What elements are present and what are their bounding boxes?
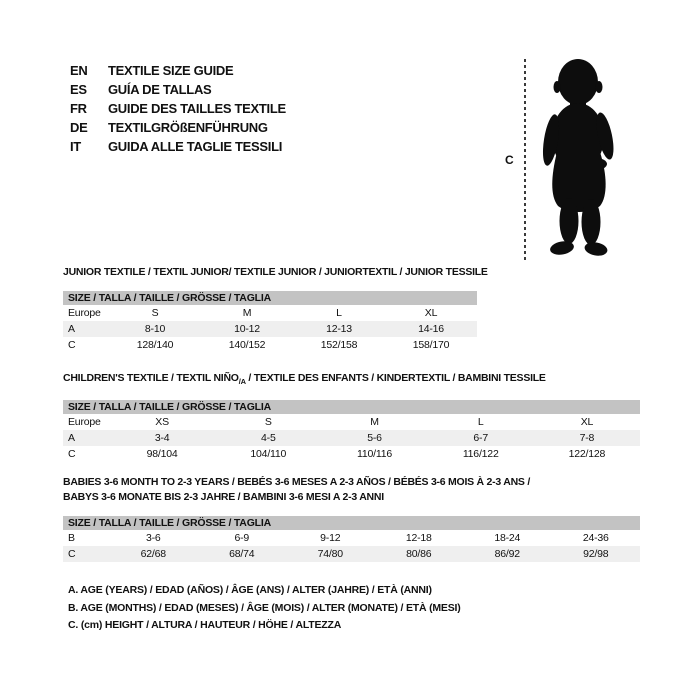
table-cell: 18-24 <box>494 532 521 544</box>
table-cell: 80/86 <box>406 548 432 560</box>
height-measure-label: C <box>505 153 514 167</box>
size-table <box>63 516 640 562</box>
table-cell: L <box>336 307 342 319</box>
size-table-section <box>63 265 488 353</box>
size-bar: SIZE / TALLA / TAILLE / GRÖSSE / TAGLIA <box>63 400 640 414</box>
row-label: C <box>68 339 76 351</box>
table-cell: 8-10 <box>144 323 166 335</box>
table-row <box>63 414 640 430</box>
table-cell: 140/152 <box>228 339 266 351</box>
language-row <box>70 61 286 80</box>
size-bar: SIZE / TALLA / TAILLE / GRÖSSE / TAGLIA <box>63 516 640 530</box>
language-code: DE <box>70 120 88 135</box>
heading-text: CHILDREN'S TEXTILE / TEXTIL NIÑO <box>63 372 239 384</box>
table-row <box>63 321 477 337</box>
table-cell: 152/158 <box>320 339 358 351</box>
language-code: ES <box>70 82 87 97</box>
table-cell: 86/92 <box>494 548 520 560</box>
table-heading-line <box>63 265 488 280</box>
table-cell: L <box>477 416 484 429</box>
table-cell: 68/74 <box>229 548 255 560</box>
language-list <box>70 61 286 156</box>
language-label: GUÍA DE TALLAS <box>108 82 212 97</box>
table-cell: 3-6 <box>145 532 161 544</box>
row-label: A <box>68 432 75 445</box>
table-cell: 9-12 <box>320 532 341 544</box>
table-heading-line <box>63 371 640 389</box>
language-label: TEXTILGRÖßENFÜHRUNG <box>108 120 268 135</box>
table-cell: 74/80 <box>317 548 343 560</box>
table-cell: 6-7 <box>473 432 488 445</box>
size-table-section <box>63 371 640 462</box>
language-code: EN <box>70 63 88 78</box>
table-cell: 110/116 <box>357 448 392 461</box>
table-cell: 62/68 <box>140 548 166 560</box>
language-label: GUIDA ALLE TAGLIE TESSILI <box>108 139 283 154</box>
language-row <box>70 80 286 99</box>
table-cell: S <box>264 416 272 429</box>
row-label: Europe <box>68 416 101 429</box>
row-label: C <box>68 548 76 560</box>
row-label: A <box>68 323 75 335</box>
table-heading <box>63 475 640 505</box>
language-label: TEXTILE SIZE GUIDE <box>108 63 234 78</box>
heading-text: JUNIOR TEXTILE / TEXTIL JUNIOR/ TEXTILE JUNIOR / JUNIORTEXTIL / JUNIOR TESSILE <box>63 266 488 278</box>
table-heading <box>63 265 488 280</box>
size-table <box>63 291 477 353</box>
baby-silhouette-icon <box>532 56 627 258</box>
heading-text: /A <box>238 377 246 387</box>
table-cell: 10-12 <box>234 323 260 335</box>
table-cell: 5-6 <box>367 432 382 445</box>
height-measure-line <box>524 59 526 261</box>
legend-note: A. AGE (YEARS) / EDAD (AÑOS) / ÂGE (ANS) / ALTER (JAHRE) / ETÀ (ANNI) <box>68 584 432 596</box>
table-cell: 4-5 <box>261 432 276 445</box>
size-table <box>63 400 640 462</box>
table-cell: 128/140 <box>136 339 174 351</box>
table-cell: 98/104 <box>146 448 178 461</box>
table-cell: 3-4 <box>154 432 170 445</box>
row-label: Europe <box>68 307 101 319</box>
table-row <box>63 305 477 321</box>
table-row <box>63 546 640 562</box>
table-cell: 92/98 <box>583 548 609 560</box>
table-cell: M <box>242 307 252 319</box>
row-label: C <box>68 448 76 461</box>
table-cell: XS <box>155 416 169 429</box>
table-cell: 122/128 <box>568 448 606 461</box>
language-code: IT <box>70 139 81 154</box>
table-cell: 7-8 <box>579 432 595 445</box>
table-cell: 12-13 <box>326 323 352 335</box>
legend-note: B. AGE (MONTHS) / EDAD (MESES) / ÂGE (MOIS) / ALTER (MONATE) / ETÀ (MESI) <box>68 601 461 614</box>
heading-text: BABYS 3-6 MONATE BIS 2-3 JAHRE / BAMBINI 3-6 MESI A 2-3 ANNI <box>63 491 384 503</box>
heading-text: / TEXTILE DES ENFANTS / KINDERTEXTIL / BAMBINI TESSILE <box>245 372 546 384</box>
language-label: GUIDE DES TAILLES TEXTILE <box>108 101 286 116</box>
table-cell: M <box>370 416 379 429</box>
table-cell: 6-9 <box>234 532 250 544</box>
size-table-section <box>63 475 640 562</box>
table-row <box>63 430 640 446</box>
table-cell: 116/122 <box>462 448 499 461</box>
size-bar: SIZE / TALLA / TAILLE / GRÖSSE / TAGLIA <box>63 291 477 305</box>
table-cell: XL <box>424 307 438 319</box>
table-row <box>63 337 477 353</box>
language-row <box>70 99 286 118</box>
table-cell: 24-36 <box>582 532 609 544</box>
table-cell: S <box>151 307 159 319</box>
language-code: FR <box>70 101 87 116</box>
row-label: B <box>68 532 75 544</box>
table-cell: 158/170 <box>412 339 450 351</box>
table-row <box>63 530 640 546</box>
table-cell: 14-16 <box>418 323 444 335</box>
language-row <box>70 137 286 156</box>
table-cell: 12-18 <box>405 532 432 544</box>
table-cell: XL <box>580 416 594 429</box>
table-heading-line <box>63 475 640 490</box>
table-row <box>63 446 640 462</box>
heading-text: BABIES 3-6 MONTH TO 2-3 YEARS / BEBÉS 3-6 MESES A 2-3 AÑOS / BÉBÉS 3-6 MOIS À 2-3 ANS / <box>63 476 531 488</box>
language-row <box>70 118 286 137</box>
table-cell: 104/110 <box>250 448 287 461</box>
legend-note: C. (cm) HEIGHT / ALTURA / HAUTEUR / HÖHE / ALTEZZA <box>68 619 342 631</box>
legend-notes <box>68 582 461 635</box>
table-heading-line <box>63 490 640 505</box>
table-heading <box>63 371 640 389</box>
